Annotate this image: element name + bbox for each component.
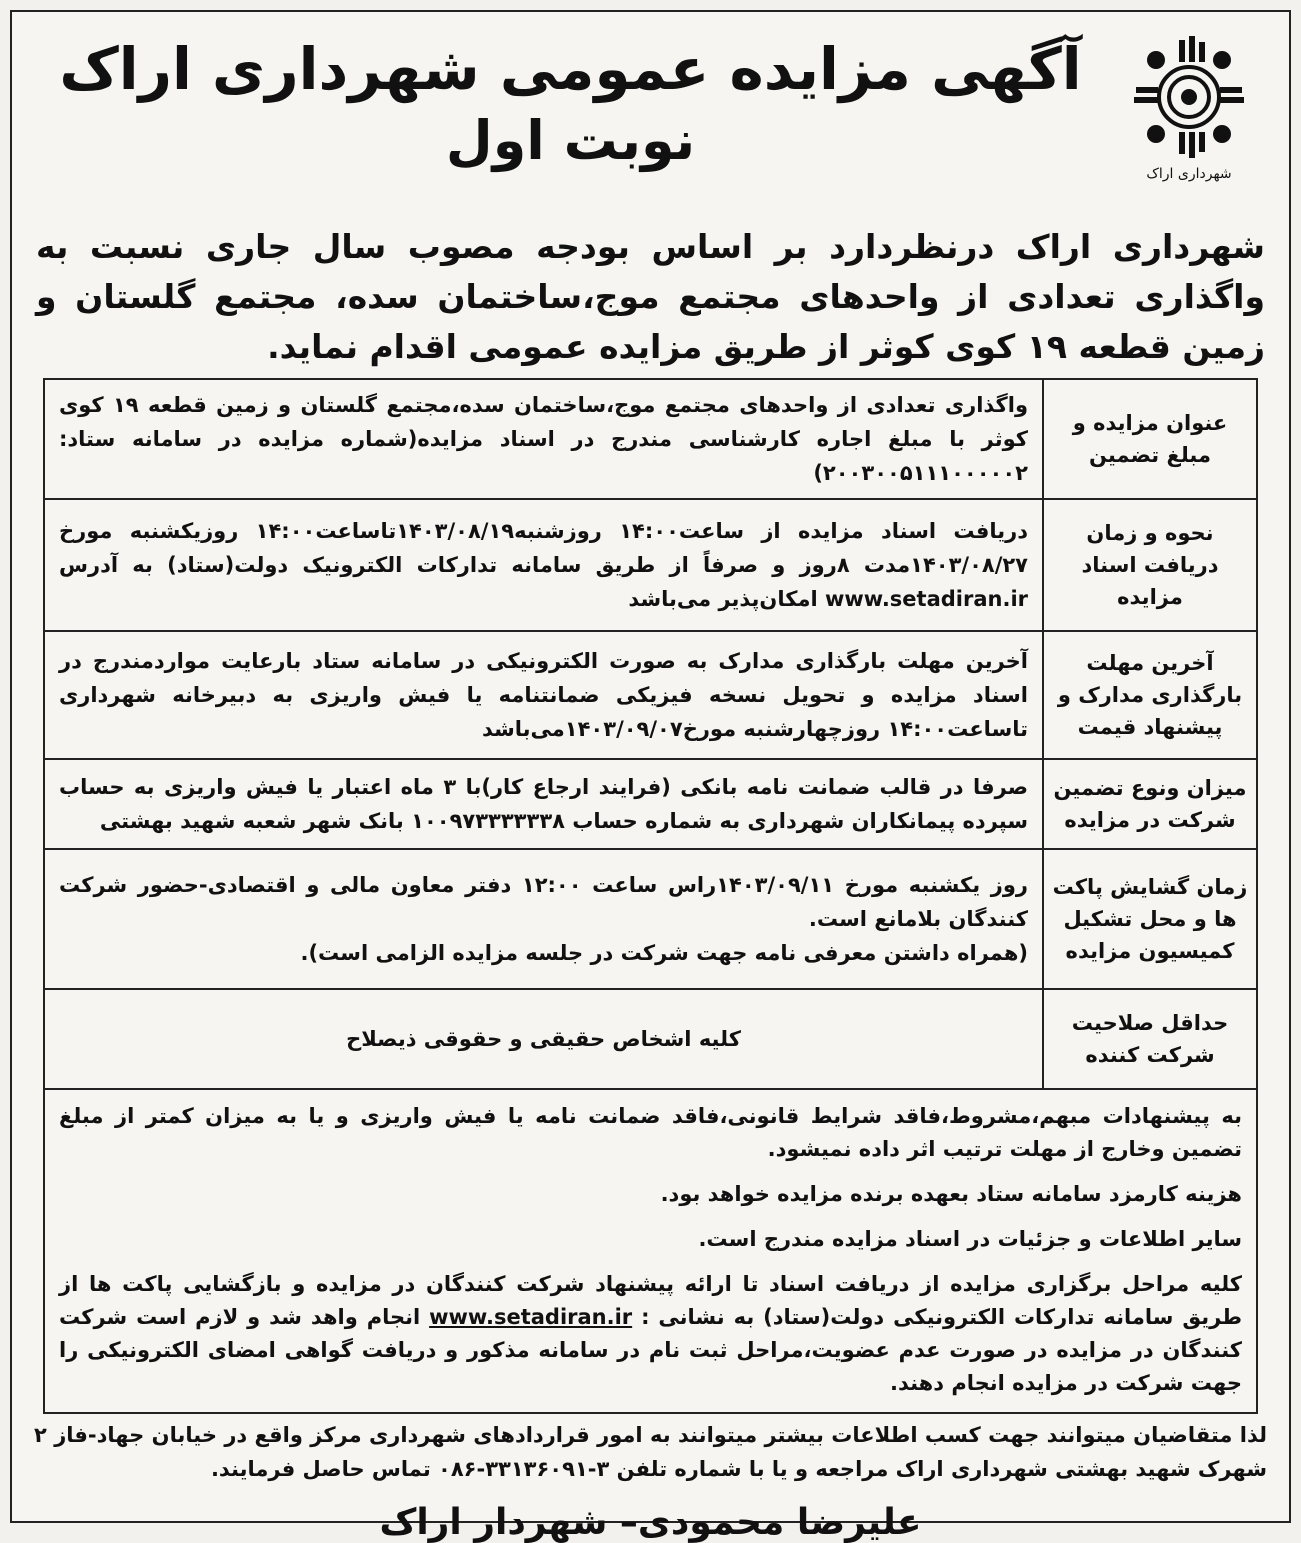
table-row: [44, 631, 1257, 759]
row-value: دریافت اسناد مزایده از ساعت۱۴:۰۰ روزشنبه۱۴۰۳/۰۸/۱۹تاساعت۱۴:۰۰ روزیکشنبه مورخ ۱۴۰۳/۰۸/۲۷مدت ۸روز و صرفاً از طریق سامانه تدارکات الکترونیک دولت(ستاد) به آدرس www.setadiran.ir امکان‌پذیر می‌باشد: [44, 499, 1043, 631]
arak-municipality-emblem-icon: [1134, 32, 1244, 162]
header: [12, 12, 1289, 222]
page-title: آگهی مزایده عمومی شهرداری اراک: [59, 35, 1082, 103]
row-label: حداقل صلاحیت شرکت کننده: [1043, 989, 1257, 1089]
page-subtitle: نوبت اول: [445, 109, 696, 172]
advertisement-page: [10, 10, 1291, 1543]
note-fee: هزینه کارمزد سامانه ستاد بعهده برنده مزایده خواهد بود.: [660, 1182, 1242, 1206]
table-row: [44, 849, 1257, 989]
row-value: کلیه اشخاص حقیقی و حقوقی ذیصلاح: [44, 989, 1043, 1089]
note-details: سایر اطلاعات و جزئیات در اسناد مزایده مندرج است.: [698, 1227, 1242, 1251]
signature: علیرضا محمودی– شهردار اراک: [379, 1502, 922, 1543]
title-block: [52, 32, 1089, 176]
logo-caption: شهرداری اراک: [1146, 166, 1232, 182]
table-row: [44, 499, 1257, 631]
row-value-cell: [44, 849, 1043, 989]
row-label: آخرین مهلت بارگذاری مدارک و پیشنهاد قیمت: [1043, 631, 1257, 759]
intro-paragraph: شهرداری اراک درنظردارد بر اساس بودجه مصوب سال جاری نسبت به واگذاری تعدادی از واحدهای مجتمع موج،ساختمان سده، مجتمع گلستان و زمین قطعه ۱۹ کوی کوثر از طریق مزایده عمومی اقدام نماید.: [36, 227, 1265, 366]
closing-paragraph: لذا متقاضیان میتوانند جهت کسب اطلاعات بیشتر میتوانند به امور قراردادهای شهرداری مرکز واقع در خیابان جهاد-فاز ۲ شهرک شهید بهشتی شهرداری اراک مراجعه و یا با شماره تلفن ۳-۳۳۱۳۶۰۹۱-۰۸۶ تماس حاصل فرمایند.: [34, 1423, 1267, 1481]
row-value: آخرین مهلت بارگذاری مدارک به صورت الکترونیکی در سامانه ستاد بارعایت مواردمندرج در اسناد مزایده و تحویل نسخه فیزیکی ضمانتنامه یا فیش واریزی به دبیرخانه شهرداری تاساعت۱۴:۰۰ روزچهارشنبه مورخ۱۴۰۳/۰۹/۰۷می‌باشد: [44, 631, 1043, 759]
note-procedure-part2: انجام واهد شد و لازم است شرکت کنندگان در مزایده در صورت عدم عضویت،مراحل ثبت نام در سامانه مذکور و دریافت گواهی امضای الکترونیکی را جهت شرکت در مزایده انجام دهند.: [59, 1305, 1242, 1395]
note-procedure: [59, 1268, 1242, 1400]
table-row: [44, 989, 1257, 1089]
row-value-note: (همراه داشتن معرفی نامه جهت شرکت در جلسه مزایده الزامی است).: [300, 941, 1028, 965]
row-label: عنوان مزایده و مبلغ تضمین: [1043, 379, 1257, 499]
row-label: میزان ونوع تضمین شرکت در مزایده: [1043, 759, 1257, 849]
row-label: نحوه و زمان دریافت اسناد مزایده: [1043, 499, 1257, 631]
note-procedure-part1: کلیه مراحل برگزاری مزایده از دریافت اسناد تا ارائه پیشنهاد شرکت کنندگان در مزایده و بازگشایی پاکت ها از طریق سامانه تدارکات الکترونیکی دولت(ستاد) به نشانی :: [59, 1272, 1243, 1329]
municipality-logo: [1119, 32, 1259, 182]
auction-details-table: [43, 378, 1258, 1090]
table-row: [44, 379, 1257, 499]
notes-section: [43, 1090, 1258, 1414]
row-value: واگذاری تعدادی از واحدهای مجتمع موج،ساختمان سده،مجتمع گلستان و زمین قطعه ۱۹ کوی کوثر با مبلغ اجاره کارشناسی مندرج در اسناد مزایده(شماره مزایده در سامانه ستاد: ۲۰۰۳۰۰۵۱۱۱۰۰۰۰۰۲): [44, 379, 1043, 499]
note-invalid-offers: به پیشنهادات مبهم،مشروط،فاقد شرایط قانونی،فاقد ضمانت نامه یا فیش واریزی و یا به میزان کمتر از مبلغ تضمین وخارج از مهلت ترتیب اثر داده نمیشود.: [59, 1104, 1242, 1161]
setadiran-link[interactable]: www.setadiran.ir: [429, 1305, 633, 1329]
table-row: [44, 759, 1257, 849]
row-label: زمان گشایش پاکت ها و محل تشکیل کمیسیون مزایده: [1043, 849, 1257, 989]
row-value: صرفا در قالب ضمانت نامه بانکی (فرایند ارجاع کار)با ۳ ماه اعتبار یا فیش واریزی به حساب سپرده پیمانکاران شهرداری به شماره حساب ۱۰۰۹۷۳۳۳۳۳۳۸ بانک شهر شعبه شهید بهشتی: [44, 759, 1043, 849]
row-value: روز یکشنبه مورخ ۱۴۰۳/۰۹/۱۱راس ساعت ۱۲:۰۰ دفتر معاون مالی و اقتصادی-حضور شرکت کنندگان بلامانع است.: [59, 873, 1029, 931]
